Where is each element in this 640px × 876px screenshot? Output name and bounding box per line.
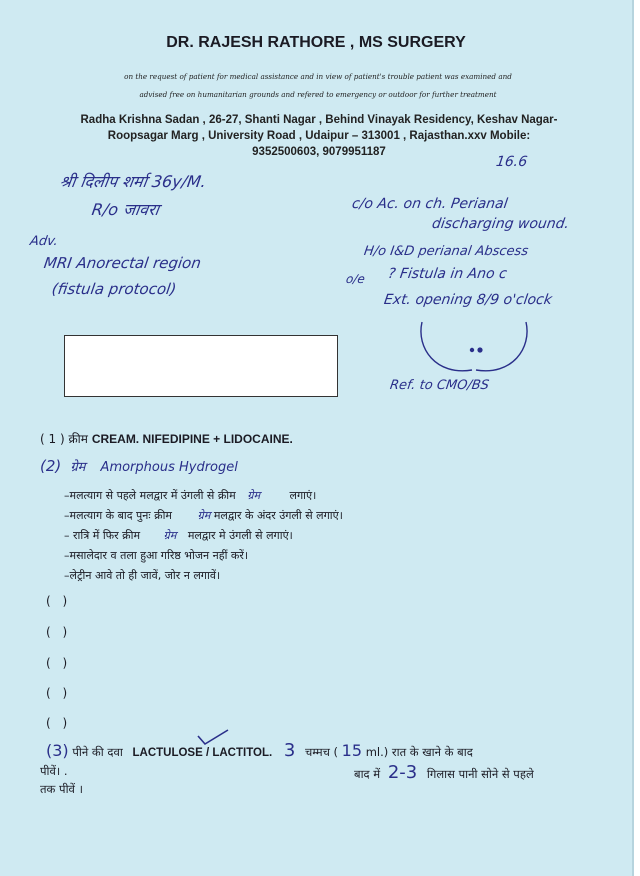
instruction-1-text: –मलत्याग से पहले मलद्वार में उंगली से क्रीम xyxy=(64,489,236,502)
instruction-2-text: –मलत्याग के बाद पुनः क्रीम xyxy=(64,509,173,522)
oe-line-1: ? Fistula in Ano c xyxy=(386,266,508,282)
instruction-3-end: मलद्वार मे उंगली से लगाएं। xyxy=(187,529,293,542)
instruction-3-hand: ग्रेम xyxy=(163,529,177,542)
instruction-2 xyxy=(64,508,343,523)
advice-label: Adv. xyxy=(28,234,59,249)
rx-item-3-dose: 3 xyxy=(283,740,296,761)
rx-item-1-number: ( 1 ) xyxy=(40,432,65,446)
rx-item-3-glasses: 2-3 xyxy=(387,762,418,783)
blank-box xyxy=(64,335,338,397)
instruction-3-text: – रात्रि में फिर क्रीम xyxy=(64,529,141,542)
empty-slot: ( ) xyxy=(46,716,72,730)
instruction-4: –मसालेदार व तला हुआ गरिष्ठ भोजन नहीं करें। xyxy=(64,549,249,562)
rx-item-1-drug: CREAM. NIFEDIPINE + LIDOCAINE. xyxy=(91,432,293,446)
oe-label: o/e xyxy=(345,272,366,286)
complaint-line-1: c/o Ac. on ch. Perianal xyxy=(350,196,509,212)
patient-residence: R/o जावरा xyxy=(90,200,161,219)
empty-slot: ( ) xyxy=(46,686,72,700)
rx-item-1-prefix: क्रीम xyxy=(68,432,88,446)
rx-item-3-mid: चम्मच ( xyxy=(304,745,339,759)
phone-numbers: 9352500603, 9079951187 xyxy=(252,146,386,158)
instruction-3 xyxy=(64,528,293,543)
rx-item-3-number: (3) xyxy=(46,741,69,760)
doctor-name: DR. RAJESH RATHORE , MS SURGERY xyxy=(166,34,466,51)
history-line: H/o I&D perianal Abscess xyxy=(362,244,530,259)
rx-item-3-after-label: बाद में xyxy=(354,767,381,781)
rx-item-3-glass-text: गिलास पानी सोने से पहले xyxy=(426,767,534,781)
patient-name: श्री दिलीप शर्मा 36y/M. xyxy=(58,172,208,191)
oe-line-2: Ext. opening 8/9 o'clock xyxy=(382,292,554,308)
address-line-2: Roopsagar Marg , University Road , Udaipur – 313001 , Rajasthan.xxv Mobile: xyxy=(107,130,531,142)
rx-item-3-line-2a: पीवें। . xyxy=(40,764,68,778)
date-handwritten: 16.6 xyxy=(494,154,529,170)
complaint-line-2: discharging wound. xyxy=(430,216,571,232)
instruction-2-end: मलद्वार के अंदर उंगली से लगाएं। xyxy=(213,509,343,522)
mri-advice-line-2: (fistula protocol) xyxy=(50,280,178,298)
rx-item-3-ml: 15 xyxy=(341,741,363,760)
rx-item-2-number: (2) xyxy=(40,457,62,475)
referral-note: Ref. to CMO/BS xyxy=(388,378,490,393)
rx-item-3-drug: LACTULOSE / LACTITOL. xyxy=(132,747,273,759)
instruction-5: –लेट्रीन आवे तो ही जावें, जोर न लगावें। xyxy=(64,569,221,582)
rx-item-3-after: ml.) रात के खाने के बाद xyxy=(365,745,473,759)
rx-item-3-line-2b xyxy=(354,762,534,783)
address-line-1: Radha Krishna Sadan , 26-27, Shanti Nagar , Behind Vinayak Residency, Keshav Nagar- xyxy=(80,114,558,126)
rx-item-3-line-1 xyxy=(46,740,473,761)
anal-region-sketch xyxy=(414,318,534,380)
tagline-line-1: on the request of patient for medical assistance and in view of patient's trouble patient was examined and xyxy=(124,72,512,81)
instruction-1-end: लगाएं। xyxy=(289,489,317,502)
empty-slot: ( ) xyxy=(46,656,72,670)
rx-item-3-line-3: तक पीवें । xyxy=(40,782,83,796)
rx-item-1 xyxy=(40,430,293,447)
rx-item-3-label: पीने की दवा xyxy=(72,745,123,759)
empty-slot: ( ) xyxy=(46,625,72,639)
mri-advice-line-1: MRI Anorectal region xyxy=(42,254,203,272)
tagline-line-2: advised free on humanitarian grounds and refered to emergency or outdoor for further treatment xyxy=(139,90,497,99)
instruction-1 xyxy=(64,488,316,503)
instruction-2-hand: ग्रेम xyxy=(197,509,211,522)
instruction-1-hand: ग्रेम xyxy=(247,489,261,502)
empty-slot: ( ) xyxy=(46,594,72,608)
rx-item-2-drug: Amorphous Hydrogel xyxy=(100,460,238,475)
rx-item-2-prefix: ग्रेम xyxy=(70,460,86,475)
rx-item-2 xyxy=(40,456,238,475)
